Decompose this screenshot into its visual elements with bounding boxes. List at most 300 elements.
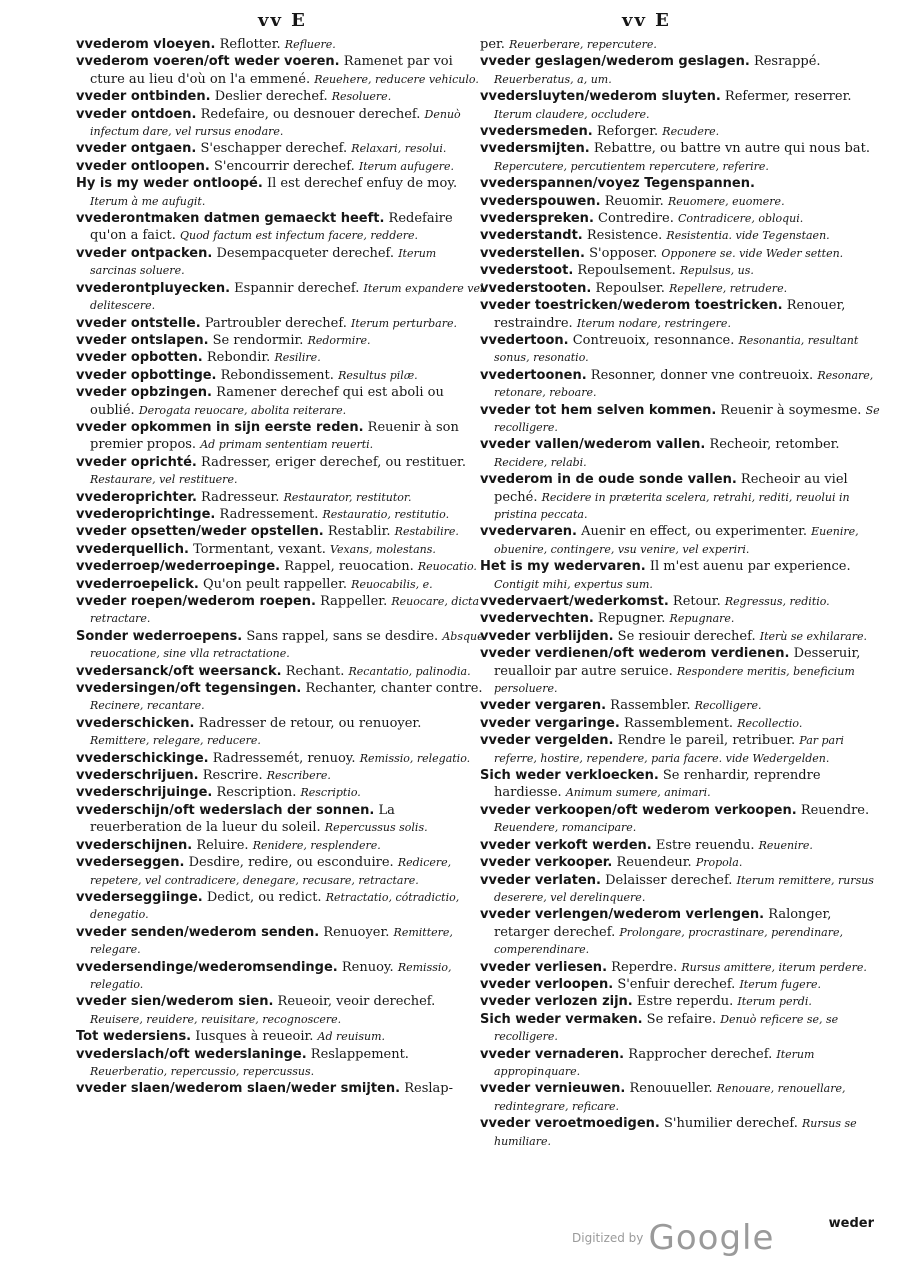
headword: vvederslach/oft wederslaninge. bbox=[76, 1046, 307, 1062]
latin-gloss: Recudere. bbox=[662, 125, 720, 139]
headword: vvederom voeren/oft weder voeren. bbox=[76, 54, 340, 70]
latin-gloss: Iterum nodare, restringere. bbox=[576, 316, 731, 330]
dictionary-entry bbox=[76, 245, 484, 280]
latin-gloss: Iterum perturbare. bbox=[351, 316, 457, 330]
dictionary-entry bbox=[76, 384, 484, 419]
french-gloss: Rebondir. bbox=[206, 350, 271, 366]
french-gloss: Rescrire. bbox=[202, 768, 263, 784]
headword: Sich weder verkloecken. bbox=[480, 768, 659, 784]
headword: vveder opkommen in sijn eerste reden. bbox=[76, 419, 364, 435]
headword: vveder ontloopen. bbox=[76, 158, 210, 174]
french-gloss: Se renhardir, reprendre hardiesse. bbox=[494, 768, 821, 801]
latin-gloss: Regressus, reditio. bbox=[724, 595, 830, 608]
dictionary-entry bbox=[76, 489, 484, 506]
latin-gloss: Remissio, relegatio. bbox=[359, 751, 471, 765]
headword: vveder opsetten/weder opstellen. bbox=[76, 524, 324, 540]
french-gloss: per. bbox=[480, 37, 505, 52]
french-gloss: Reluire. bbox=[196, 837, 249, 853]
dictionary-entry bbox=[480, 471, 880, 523]
dictionary-entry bbox=[76, 1046, 484, 1081]
french-gloss: Rebondissement. bbox=[220, 367, 334, 383]
latin-gloss: Reuocabilis, e. bbox=[351, 577, 433, 591]
headword: vvederspreken. bbox=[480, 211, 594, 227]
latin-gloss: Relaxari, resolui. bbox=[351, 142, 447, 156]
dictionary-entry bbox=[480, 872, 880, 907]
dictionary-entry bbox=[480, 1080, 880, 1115]
right-column bbox=[480, 36, 880, 1150]
latin-gloss: Iterum appropinquare. bbox=[494, 1047, 815, 1078]
latin-gloss: Recidere, relabi. bbox=[494, 455, 587, 469]
headword: vveder verkoopen/oft wederom verkoopen. bbox=[480, 802, 797, 818]
dictionary-entry bbox=[480, 436, 880, 471]
latin-gloss: Absque reuocatione, sine vlla retractatione. bbox=[90, 629, 484, 661]
latin-gloss: Reuocare, dicta retractare. bbox=[90, 595, 480, 626]
dictionary-entry bbox=[76, 593, 484, 628]
french-gloss: S'humilier derechef. bbox=[664, 1116, 798, 1132]
latin-gloss: Iterum expandere vel delitescere. bbox=[90, 281, 484, 313]
dictionary-entry bbox=[76, 349, 484, 366]
french-gloss: Qu'on peult rappeller. bbox=[202, 576, 348, 592]
headword: vvederoprichter. bbox=[76, 489, 197, 505]
french-gloss: Reuendre. bbox=[800, 802, 870, 818]
dictionary-entry bbox=[480, 175, 880, 192]
dictionary-entry bbox=[76, 854, 484, 889]
dictionary-entry bbox=[76, 837, 484, 854]
dictionary-entry bbox=[480, 280, 880, 297]
dictionary-entry bbox=[76, 715, 484, 750]
dictionary-entry bbox=[76, 367, 484, 384]
dictionary-entry bbox=[480, 523, 880, 558]
french-gloss: Espannir derechef. bbox=[234, 280, 360, 296]
headword: vvedervaren. bbox=[480, 524, 577, 540]
dictionary-entry bbox=[76, 88, 484, 105]
dictionary-entry bbox=[480, 123, 880, 140]
latin-gloss: Remittere, relegare. bbox=[90, 925, 453, 957]
dictionary-entry bbox=[76, 36, 484, 53]
headword: vveder verlozen zijn. bbox=[480, 994, 633, 1010]
headword: Het is my wedervaren. bbox=[480, 559, 646, 575]
latin-gloss: Iterum remittere, rursus deserere, vel derelinquere. bbox=[494, 873, 874, 904]
latin-gloss: Animum sumere, animari. bbox=[565, 786, 711, 800]
dictionary-entry bbox=[480, 262, 880, 279]
dictionary-entry bbox=[480, 715, 880, 732]
headword: vvederschijnen. bbox=[76, 837, 193, 853]
dictionary-entry bbox=[480, 332, 880, 367]
headword: vvederroep/wederroepinge. bbox=[76, 559, 281, 575]
digitized-by-google-watermark bbox=[572, 1218, 774, 1258]
dictionary-entry bbox=[76, 523, 484, 540]
headword: vveder tot hem selven kommen. bbox=[480, 402, 717, 418]
headword: vvederontmaken datmen gemaeckt heeft. bbox=[76, 211, 385, 227]
headword: Tot wedersiens. bbox=[76, 1029, 192, 1045]
dictionary-entry bbox=[480, 906, 880, 958]
headword: vveder verkoft werden. bbox=[480, 837, 652, 853]
dictionary-entry bbox=[76, 993, 484, 1028]
french-gloss: Resrappé. bbox=[753, 54, 821, 70]
headword: vvederontpluyecken. bbox=[76, 280, 231, 296]
latin-gloss: Recolligere. bbox=[694, 699, 762, 713]
french-gloss: Dedict, ou redict. bbox=[206, 889, 322, 905]
headword: vveder veroetmoedigen. bbox=[480, 1116, 660, 1132]
headword: vvedervaert/wederkomst. bbox=[480, 594, 669, 609]
dictionary-entry bbox=[76, 419, 484, 454]
french-gloss: Se refaire. bbox=[646, 1011, 717, 1027]
headword: vvederseggen. bbox=[76, 855, 185, 871]
french-gloss: Resonner, donner vne contreuoix. bbox=[590, 367, 814, 383]
latin-gloss: Restauratio, restitutio. bbox=[322, 507, 450, 521]
dictionary-entry bbox=[76, 924, 484, 959]
headword: vvederschijn/oft wederslach der sonnen. bbox=[76, 802, 375, 818]
dictionary-entry bbox=[76, 558, 484, 575]
latin-gloss: Reuendere, romancipare. bbox=[494, 821, 637, 835]
french-gloss: Iusques à reueoir. bbox=[195, 1029, 314, 1045]
headword: vvederschicken. bbox=[76, 715, 195, 731]
latin-gloss: Repellere, retrudere. bbox=[669, 281, 788, 295]
headword: vvederspouwen. bbox=[480, 193, 601, 209]
headword: vveder opbotten. bbox=[76, 350, 203, 366]
french-gloss: Radresseur. bbox=[201, 489, 280, 505]
dictionary-entry bbox=[480, 36, 880, 53]
latin-gloss: Resonantia, resultant sonus, resonatio. bbox=[494, 333, 859, 365]
headword: vveder ontslapen. bbox=[76, 332, 209, 348]
dictionary-entry bbox=[480, 837, 880, 854]
latin-gloss: Vexans, molestans. bbox=[330, 542, 436, 556]
dictionary-entry bbox=[76, 1028, 484, 1045]
headword: vveder vergaren. bbox=[480, 698, 607, 714]
headword: vveder vallen/wederom vallen. bbox=[480, 437, 706, 453]
headword: vveder verliesen. bbox=[480, 959, 608, 975]
french-gloss: Rescription. bbox=[216, 785, 297, 801]
headword: vvedersendinge/wederomsendinge. bbox=[76, 959, 338, 975]
latin-gloss: Prolongare, procrastinare, perendinare, comperendinare. bbox=[494, 925, 843, 957]
running-head-left: vv E bbox=[258, 10, 307, 31]
latin-gloss: Rursus amittere, iterum perdere. bbox=[681, 960, 867, 974]
french-gloss: Contredire. bbox=[598, 211, 674, 227]
french-gloss: Rappeller. bbox=[320, 594, 388, 609]
latin-gloss: Par pari referre, hostire, rependere, paria facere. vide Wedergelden. bbox=[494, 734, 844, 765]
dictionary-entry bbox=[480, 193, 880, 210]
latin-gloss: Euenire, obuenire, contingere, vsu venire, vel experiri. bbox=[494, 525, 859, 556]
dictionary-entry bbox=[76, 628, 484, 663]
headword: vveder ontbinden. bbox=[76, 89, 211, 105]
dictionary-entry bbox=[480, 1046, 880, 1081]
latin-gloss: Repugnare. bbox=[669, 612, 735, 626]
french-gloss: Rechant. bbox=[285, 663, 345, 679]
headword: vvederom vloeyen. bbox=[76, 37, 216, 52]
latin-gloss: Redicere, repetere, vel contradicere, denegare, recusare, retractare. bbox=[90, 856, 452, 887]
latin-gloss: Se recolligere. bbox=[494, 403, 880, 434]
google-logo: Google bbox=[648, 1218, 775, 1258]
headword: vveder verloopen. bbox=[480, 976, 614, 992]
headword: vvedersmeden. bbox=[480, 124, 593, 140]
latin-gloss: Derogata reuocare, abolita reiterare. bbox=[138, 403, 347, 417]
headword: vvederstooten. bbox=[480, 280, 592, 296]
dictionary-entry bbox=[480, 227, 880, 244]
dictionary-entry bbox=[76, 53, 484, 88]
dictionary-entry bbox=[480, 245, 880, 262]
latin-gloss: Recidere in præterita scelera, retrahi, rediti, reuolui in pristina peccata. bbox=[494, 490, 850, 521]
french-gloss: Rassemblement. bbox=[623, 715, 734, 731]
latin-gloss: Respondere meritis, beneficium persoluere. bbox=[494, 664, 855, 696]
dictionary-entry bbox=[480, 558, 880, 593]
dictionary-entry bbox=[76, 315, 484, 332]
french-gloss: Ramenet par voi cture au lieu d'où on l'a emmené. bbox=[90, 54, 453, 87]
french-gloss: Reuenir à son premier propos. bbox=[90, 419, 459, 453]
headword: vvedersingen/oft tegensingen. bbox=[76, 681, 302, 697]
latin-gloss: Reuenire. bbox=[758, 838, 813, 852]
dictionary-entry bbox=[76, 175, 484, 210]
french-gloss: S'opposer. bbox=[589, 245, 658, 261]
latin-gloss: Repulsus, us. bbox=[679, 264, 754, 278]
headword: vveder ontdoen. bbox=[76, 106, 197, 122]
dictionary-entry bbox=[76, 106, 484, 141]
french-gloss: Rebattre, ou battre vn autre qui nous bat. bbox=[593, 141, 870, 157]
dictionary-entry bbox=[480, 610, 880, 627]
dictionary-entry bbox=[480, 993, 880, 1010]
latin-gloss: Iterum claudere, occludere. bbox=[494, 107, 650, 121]
latin-gloss: Resultus pilæ. bbox=[338, 368, 418, 382]
french-gloss: Reuendeur. bbox=[616, 855, 692, 871]
latin-gloss: Reuerberatio, repercussio, repercussus. bbox=[90, 1064, 315, 1078]
french-gloss: Se rendormir. bbox=[212, 332, 304, 348]
french-gloss: Reforger. bbox=[596, 124, 659, 140]
dictionary-entry bbox=[480, 367, 880, 402]
headword: vveder sien/wederom sien. bbox=[76, 994, 274, 1010]
headword: Sonder wederroepens. bbox=[76, 628, 243, 644]
latin-gloss: Reuocatio. bbox=[417, 560, 477, 574]
headword: vveder slaen/wederom slaen/weder smijten. bbox=[76, 1081, 401, 1097]
latin-gloss: Remissio, relegatio. bbox=[90, 960, 452, 991]
french-gloss: Reperdre. bbox=[611, 959, 678, 975]
french-gloss: Il m'est auenu par experience. bbox=[649, 559, 851, 575]
latin-gloss: Resilire. bbox=[274, 351, 321, 365]
headword: vveder verlengen/wederom verlengen. bbox=[480, 907, 765, 923]
latin-gloss: Quod factum est infectum facere, reddere. bbox=[179, 229, 419, 243]
latin-gloss: Recantatio, palinodia. bbox=[348, 664, 471, 678]
dictionary-entry bbox=[480, 645, 880, 697]
latin-gloss: Iterù se exhilarare. bbox=[759, 629, 867, 643]
latin-gloss: Restaurare, vel restituere. bbox=[90, 473, 238, 487]
dictionary-entry bbox=[76, 663, 484, 680]
headword: vvederroepelick. bbox=[76, 576, 199, 592]
latin-gloss: Redormire. bbox=[307, 333, 371, 347]
latin-gloss: Recinere, recantare. bbox=[90, 699, 205, 713]
dictionary-entry bbox=[480, 297, 880, 332]
headword: vveder geslagen/wederom geslagen. bbox=[480, 54, 750, 70]
latin-gloss: Repercussus solis. bbox=[324, 821, 428, 835]
french-gloss: Renuoy. bbox=[341, 959, 394, 975]
french-gloss: Radresser de retour, ou renuoyer. bbox=[198, 715, 422, 731]
dictionary-entry bbox=[76, 506, 484, 523]
headword: vveder vernaderen. bbox=[480, 1046, 625, 1062]
dictionary-entry bbox=[76, 210, 484, 245]
headword: vveder ontstelle. bbox=[76, 315, 201, 331]
latin-gloss: Rescriptio. bbox=[300, 786, 361, 800]
latin-gloss: Iterum fugere. bbox=[739, 977, 821, 991]
french-gloss: Estre reuendu. bbox=[655, 837, 755, 853]
headword: vveder vernieuwen. bbox=[480, 1081, 626, 1097]
latin-gloss: Iterum aufugere. bbox=[358, 159, 455, 173]
dictionary-entry bbox=[480, 53, 880, 88]
french-gloss: Redefaire qu'on a faict. bbox=[90, 211, 453, 244]
dictionary-entry bbox=[480, 802, 880, 837]
latin-gloss: Reuomere, euomere. bbox=[667, 194, 785, 208]
dictionary-entry bbox=[480, 697, 880, 714]
left-column bbox=[76, 36, 484, 1098]
dictionary-entry bbox=[76, 280, 484, 315]
french-gloss: Reuomir. bbox=[604, 193, 664, 209]
latin-gloss: Refluere. bbox=[284, 38, 336, 51]
french-gloss: Ramener derechef qui est aboli ou oublié. bbox=[90, 385, 444, 418]
latin-gloss: Iterum sarcinas soluere. bbox=[90, 246, 437, 278]
french-gloss: Desempacqueter derechef. bbox=[216, 245, 395, 261]
dictionary-entry bbox=[480, 140, 880, 175]
dictionary-entry bbox=[76, 959, 484, 994]
latin-gloss: Opponere se. vide Weder setten. bbox=[661, 246, 844, 260]
headword: vveder roepen/wederom roepen. bbox=[76, 594, 316, 609]
headword: vvederschrijuen. bbox=[76, 768, 199, 784]
french-gloss: Auenir en effect, ou experimenter. bbox=[581, 524, 808, 540]
headword: vveder ontgaen. bbox=[76, 141, 197, 157]
headword: vvedersmijten. bbox=[480, 141, 590, 157]
latin-gloss: Renidere, resplendere. bbox=[252, 838, 381, 852]
french-gloss: Rapprocher derechef. bbox=[628, 1046, 773, 1062]
french-gloss: Radressemét, renuoy. bbox=[212, 750, 356, 766]
french-gloss: Redefaire, ou desnouer derechef. bbox=[200, 106, 421, 122]
latin-gloss: Reuerberatus, a, um. bbox=[494, 72, 612, 86]
headword: vvedertoonen. bbox=[480, 367, 587, 383]
dictionary-entry bbox=[480, 1115, 880, 1150]
french-gloss: S'enfuir derechef. bbox=[617, 976, 736, 992]
french-gloss: Rassembler. bbox=[610, 698, 691, 714]
dictionary-entry bbox=[480, 210, 880, 227]
french-gloss: Reuenir à soymesme. bbox=[720, 402, 862, 418]
dictionary-entry bbox=[76, 576, 484, 593]
dictionary-entry bbox=[480, 593, 880, 610]
french-gloss: Contreuoix, resonnance. bbox=[572, 332, 735, 348]
dictionary-entry bbox=[76, 332, 484, 349]
headword: vvedersluyten/wederom sluyten. bbox=[480, 89, 721, 105]
latin-gloss: Iterum perdi. bbox=[737, 995, 812, 1009]
latin-gloss: Reuehere, reducere vehiculo. bbox=[314, 72, 479, 86]
french-gloss: Reueoir, veoir derechef. bbox=[277, 994, 436, 1010]
running-head-right: vv E bbox=[622, 10, 671, 31]
latin-gloss: Repercutere, percutientem repercutere, referire. bbox=[494, 159, 769, 173]
french-gloss: Estre reperdu. bbox=[636, 994, 734, 1010]
french-gloss: Repugner. bbox=[597, 611, 666, 627]
headword: Sich weder vermaken. bbox=[480, 1011, 643, 1027]
latin-gloss: Rursus se humiliare. bbox=[494, 1117, 857, 1148]
french-gloss: Deslier derechef. bbox=[214, 89, 328, 105]
dictionary-entry bbox=[76, 1080, 484, 1097]
french-gloss: S'encourrir derechef. bbox=[214, 158, 355, 174]
dictionary-entry bbox=[76, 767, 484, 784]
headword: vvederom in de oude sonde vallen. bbox=[480, 472, 737, 488]
dictionary-entry bbox=[480, 959, 880, 976]
headword: vveder verblijden. bbox=[480, 628, 614, 644]
french-gloss: Recheoir au viel peché. bbox=[494, 472, 848, 505]
headword: vvederschrijuinge. bbox=[76, 785, 213, 801]
french-gloss: Renouer, restraindre. bbox=[494, 298, 846, 331]
french-gloss: Retour. bbox=[672, 594, 721, 609]
dictionary-entry bbox=[480, 402, 880, 437]
headword: vveder ontpacken. bbox=[76, 245, 213, 261]
french-gloss: S'eschapper derechef. bbox=[200, 141, 348, 157]
french-gloss: Se resiouir derechef. bbox=[617, 628, 756, 644]
dictionary-entry bbox=[76, 750, 484, 767]
latin-gloss: Renouare, renouellare, redintegrare, reficare. bbox=[494, 1082, 846, 1113]
french-gloss: Sans rappel, sans se desdire. bbox=[246, 628, 439, 644]
french-gloss: Partroubler derechef. bbox=[204, 315, 347, 331]
headword: vveder verkooper. bbox=[480, 855, 613, 871]
dictionary-entry bbox=[480, 88, 880, 123]
headword: vveder oprichté. bbox=[76, 454, 197, 470]
latin-gloss: Resonare, retonare, reboare. bbox=[494, 368, 874, 400]
latin-gloss: Contradicere, obloqui. bbox=[677, 212, 804, 226]
latin-gloss: Contigit mihi, expertus sum. bbox=[494, 577, 653, 591]
latin-gloss: Resistentia. vide Tegenstaen. bbox=[666, 229, 830, 243]
latin-gloss: Restaurator, restitutor. bbox=[283, 490, 412, 504]
headword: vvederseggiinge. bbox=[76, 889, 203, 905]
dictionary-entry bbox=[76, 140, 484, 157]
headword: vveder vergelden. bbox=[480, 733, 614, 749]
french-gloss: Reslappement. bbox=[310, 1046, 409, 1062]
dictionary-entry bbox=[76, 541, 484, 558]
dictionary-entry bbox=[76, 454, 484, 489]
headword: vvederoprichtinge. bbox=[76, 506, 216, 522]
dictionary-entry bbox=[76, 889, 484, 924]
french-gloss: Repoulser. bbox=[595, 280, 665, 296]
french-gloss: Radressement. bbox=[219, 506, 319, 522]
latin-gloss: Remittere, relegare, reducere. bbox=[90, 734, 261, 748]
latin-gloss: Iterum à me aufugit. bbox=[90, 194, 206, 208]
french-gloss: Ralonger, retarger derechef. bbox=[494, 907, 832, 940]
latin-gloss: Rescribere. bbox=[266, 769, 331, 783]
french-gloss: Il est derechef enfuy de moy. bbox=[266, 176, 458, 192]
latin-gloss: Reuisere, reuidere, reuisitare, recognoscere. bbox=[90, 1012, 342, 1026]
french-gloss: Radresser, eriger derechef, ou restituer. bbox=[201, 454, 466, 470]
headword: vvederquellich. bbox=[76, 541, 189, 557]
french-gloss: Reslap- bbox=[404, 1081, 453, 1097]
watermark-prefix: Digitized by bbox=[572, 1231, 644, 1245]
dictionary-entry bbox=[480, 732, 880, 767]
headword: Hy is my weder ontloopé. bbox=[76, 176, 263, 192]
latin-gloss: Denuò infectum dare, vel rursus enodare. bbox=[90, 107, 461, 139]
headword: vveder verlaten. bbox=[480, 872, 601, 888]
latin-gloss: Recollectio. bbox=[737, 716, 803, 730]
headword: vvederstandt. bbox=[480, 228, 583, 244]
latin-gloss: Resoluere. bbox=[331, 90, 392, 104]
dictionary-entry bbox=[480, 854, 880, 871]
headword: vveder verdienen/oft wederom verdienen. bbox=[480, 646, 790, 662]
headword: vveder senden/wederom senden. bbox=[76, 924, 320, 940]
headword: vveder opbzingen. bbox=[76, 385, 212, 401]
french-gloss: Repoulsement. bbox=[577, 263, 676, 279]
headword: vvederspannen/voyez Tegenspannen. bbox=[480, 176, 755, 192]
french-gloss: Refermer, reserrer. bbox=[724, 89, 852, 105]
french-gloss: Desdire, redire, ou esconduire. bbox=[188, 855, 394, 871]
french-gloss: Delaisser derechef. bbox=[605, 872, 733, 888]
latin-gloss: Ad reuisum. bbox=[317, 1030, 386, 1044]
dictionary-entry bbox=[76, 802, 484, 837]
french-gloss: Reflotter. bbox=[219, 37, 281, 52]
french-gloss: Recheoir, retomber. bbox=[709, 437, 840, 453]
french-gloss: Rechanter, chanter contre. bbox=[305, 681, 483, 697]
headword: vvedertoon. bbox=[480, 332, 569, 348]
french-gloss: Desseruir, reualloir par autre seruice. bbox=[494, 646, 861, 679]
french-gloss: Tormentant, vexant. bbox=[193, 541, 326, 557]
french-gloss: Renuoyer. bbox=[323, 924, 390, 940]
